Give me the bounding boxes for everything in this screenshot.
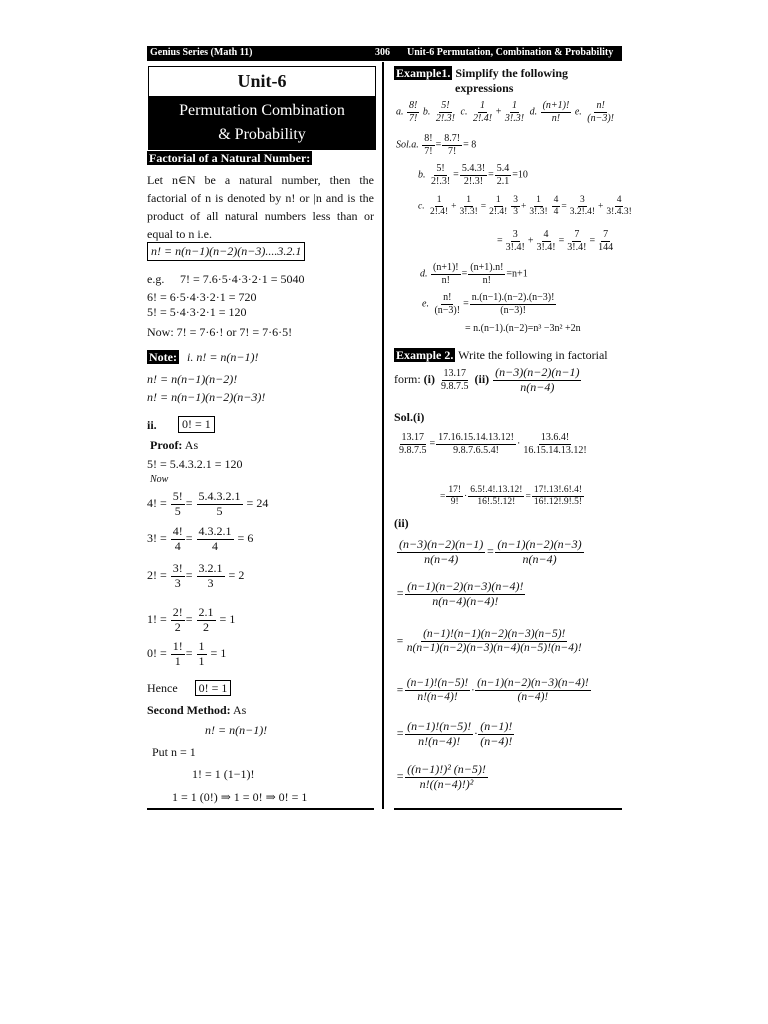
example2-heading: Example 2. Write the following in factorial — [396, 348, 608, 362]
page-number: 306 — [375, 47, 390, 58]
solution-i-line1: $\frac{13.17}{9.8.7.5}$ = $\frac{17.16.15.14.13.12!}{9.8.7.6.5.4!}$ · $\frac{13.6.4!}{16.15.14.13.12!}$ — [399, 432, 587, 456]
note-label: Note: — [149, 350, 177, 364]
unit-title-line1: Permutation Combination — [179, 102, 345, 119]
note-i: i. n! = n(n−1)! — [187, 350, 259, 364]
second-method-step2: 1 = 1 (0!) ⇒ 1 = 0! ⇒ 0! = 1 — [172, 790, 308, 804]
solution-ii-line5: = $\frac{(n-1)!(n-5)!}{n!(n-4)!}$ · $\frac{(n-1)!}{(n-4)!}$ — [396, 719, 513, 748]
example-6-factorial: 6! = 6·5·4·3·2·1 = 720 — [147, 290, 257, 304]
factorial-definition: n! = n(n−1)(n−2)(n−3)....3.2.1 — [147, 242, 305, 261]
note-i-line2: n! = n(n−1)(n−2)! — [147, 372, 238, 386]
intro-paragraph: Let n∈N be a natural number, then the factorial of n is denoted by n! or |n and is the product of all natural numbers less than or equal to n i.e. — [147, 173, 374, 241]
solution-a: Sol.a. $\frac{8!}{7!}$ = $\frac{8.7!}{7!}$ = 8 — [396, 133, 477, 157]
solution-e-line2: = n.(n−1).(n−2)=n³ −3n² +2n — [465, 323, 581, 334]
solution-c-line2: = $\frac{3}{3!.4!}$ + $\frac{4}{3!.4!}$ = $\frac{7}{3!.4!}$ = $\frac{7}{144}$ — [497, 229, 614, 253]
proof-5-factorial: 5! = 5.4.3.2.1 = 120 — [147, 457, 243, 471]
put-n-line: Put n = 1 — [152, 745, 196, 759]
solution-i-line2: = $\frac{17!}{9!}$ · $\frac{6.5!.4!.13.12!}{16!.5!.12!}$ = $\frac{17!.13!.6!.4!}{16!.12!.9!.5!}$ — [440, 485, 583, 507]
solution-ii-line2: = $\frac{(n-1)(n-2)(n-3)(n-4)!}{n(n-4)(n-4)!}$ — [396, 579, 524, 608]
unit-title — [149, 96, 375, 149]
unit-title-line2: & Probability — [218, 126, 306, 143]
now-label: Now — [150, 474, 169, 485]
unit-title-box — [148, 66, 376, 150]
header-series: Genius Series (Math 11) — [150, 47, 253, 58]
note-ii-label: ii. — [147, 418, 157, 432]
now-line: Now: 7! = 7·6·! or 7! = 7·6·5! — [147, 325, 293, 339]
proof-line: Proof: As — [150, 438, 199, 452]
second-method-step1: 1! = 1 (1−1)! — [192, 767, 255, 781]
example1-heading: Example1. Simplify the following — [396, 66, 569, 80]
hence-line: Hence 0! = 1 — [147, 681, 231, 696]
unit-label: Unit-6 — [237, 71, 287, 91]
proof-row-3: 3! = $\frac{4!}{4}$ = $\frac{4.3.2.1}{4}$ = 6 — [147, 524, 254, 553]
solution-d: d. $\frac{(n+1)!}{n!}$ = $\frac{(n+1).n!}{n!}$ =n+1 — [420, 262, 528, 286]
second-method-line: Second Method: As — [147, 703, 247, 717]
page-header — [147, 46, 622, 61]
proof-row-4: 4! = $\frac{5!}{5}$ = $\frac{5.4.3.2.1}{5}$ = 24 — [147, 489, 269, 518]
solution-e: e. $\frac{n!}{(n-3)!}$ = $\frac{n.(n-1).(n-2).(n-3)!}{(n-3)!}$ — [422, 292, 555, 316]
example-7-factorial: 7! = 7.6·5·4·3·2·1 = 5040 — [180, 272, 305, 286]
eg-label: e.g. — [147, 272, 165, 286]
solution-ii-label: (ii) — [394, 516, 409, 530]
example-5-factorial: 5! = 5·4·3·2·1 = 120 — [147, 305, 247, 319]
second-method-equation: n! = n(n−1)! — [205, 723, 268, 737]
solution-ii-line1: $\frac{(n-3)(n-2)(n-1)}{n(n-4)}$ = $\frac{(n-1)(n-2)(n-3)}{n(n-4)}$ — [399, 537, 582, 566]
solution-b: b. $\frac{5!}{2!.3!}$ = $\frac{5.4.3!}{2!.3!}$ = $\frac{5.4}{2.1}$ =10 — [418, 163, 528, 187]
proof-row-1: 1! = $\frac{2!}{2}$ = $\frac{2.1}{2}$ = 1 — [147, 605, 236, 634]
solution-ii-line6: = $\frac{\text{((n−1)!)² (n−5)!}}{\text{n!((n−4)!)²}}$ — [396, 762, 486, 791]
note-i-line3: n! = n(n−1)(n−2)(n−3)! — [147, 390, 266, 404]
solution-i-label: Sol.(i) — [394, 410, 425, 424]
solution-ii-line3: = $\frac{(n-1)!(n-1)(n-2)(n-3)(n-5)!}{n(n-1)(n-2)(n-3)(n-4)(n-5)!(n-4)!}$ — [396, 628, 582, 655]
solution-ii-line4: = $\frac{(n-1)!(n-5)!}{n!(n-4)!}$ · $\frac{(n-1)(n-2)(n-3)(n-4)!}{(n-4)!}$ — [396, 677, 589, 704]
left-bottom-rule — [147, 808, 374, 810]
proof-row-0: 0! = $\frac{1!}{1}$ = $\frac{1}{1}$ = 1 — [147, 639, 227, 668]
header-unit-title: Unit-6 Permutation, Combination & Probability — [407, 47, 614, 58]
column-divider — [382, 62, 384, 809]
section-heading: Factorial of a Natural Number: — [149, 151, 311, 165]
right-bottom-rule — [394, 808, 622, 810]
hence-box: 0! = 1 — [195, 680, 232, 696]
example2-parts: form: (i) $\frac{13.17}{9.8.7.5}$ (ii) $\frac{(n-3)(n-2)(n-1)}{n(n-4)}$ — [394, 365, 580, 394]
solution-c: c. $\frac{1}{2!.4!}$ + $\frac{1}{3!.3!}$ = $\frac{1}{2!.4!}$ $\frac{3}{3}$ + $\frac{1}{3!.3!}$ $\frac{4}{4}$ = $\frac{3}{3.2!.4!}$ + $\frac{4}{3!.4.3!}$ — [418, 195, 632, 217]
proof-row-2: 2! = $\frac{3!}{3}$ = $\frac{3.2.1}{3}$ = 2 — [147, 561, 245, 590]
zero-factorial-box: 0! = 1 — [178, 416, 215, 433]
example1-heading-line2: expressions — [455, 81, 514, 95]
example1-parts: a. $\frac{8!}{7!}$ b. $\frac{5!}{2!.3!}$ c. $\frac{1}{2!.4!}$ + $\frac{1}{3!.3!}$ d. $\frac{(n+1)!}{n!}$ e. $\frac{n!}{(n-3)!}$ — [396, 100, 615, 124]
